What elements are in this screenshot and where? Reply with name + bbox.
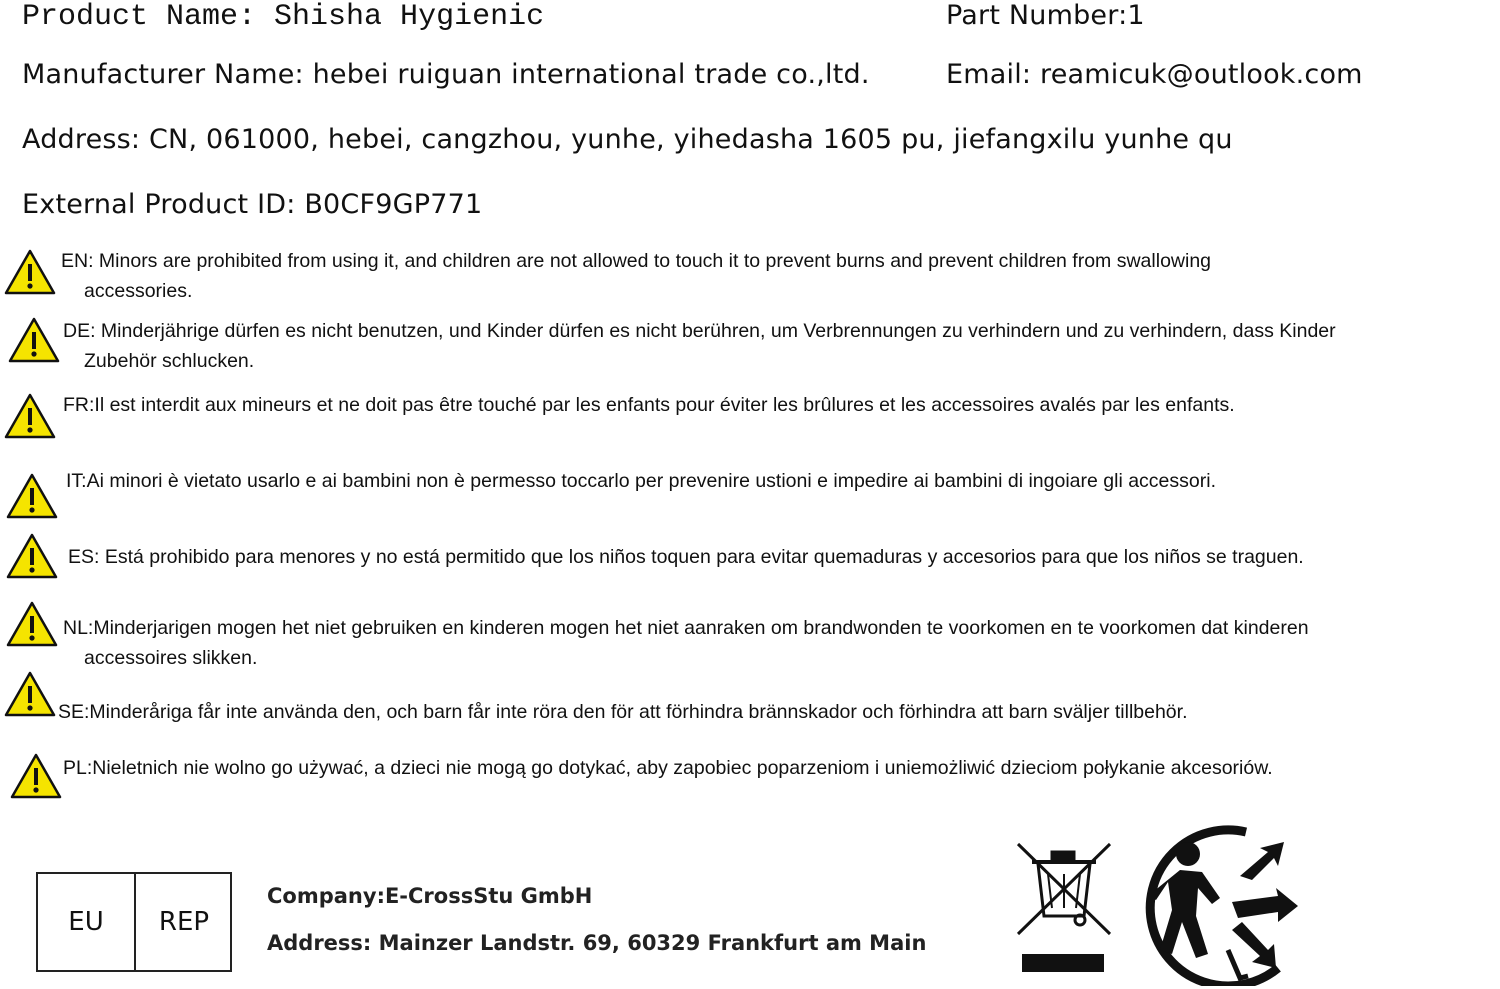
warning-text: NL:Minderjarigen mogen het niet gebruiken en kinderen mogen het niet aanraken om brandwonden te voorkomen en te voorkomen dat kinderen (63, 617, 1309, 639)
part-number: Part Number:1 (946, 0, 1145, 31)
warning-triangle-icon (4, 248, 56, 296)
warning-triangle-icon (6, 532, 58, 580)
eu-company: Company:E-CrossStu GmbH (267, 884, 593, 908)
product-name: Product Name: Shisha Hygienic (22, 0, 545, 34)
crossed-out-wheelie-bin-icon (1012, 840, 1116, 976)
rep-label: REP (158, 907, 210, 937)
eu-address: Address: Mainzer Landstr. 69, 60329 Frankfurt am Main (267, 931, 927, 955)
warning-text: FR:Il est interdit aux mineurs et ne doit pas être touché par les enfants pour éviter les brûlures et les accessoires avalés par les enfants. (63, 394, 1235, 416)
eu-label: EU (68, 907, 104, 937)
manufacturer-name: Manufacturer Name: hebei ruiguan international trade co.,ltd. (22, 59, 870, 90)
warning-triangle-icon (6, 472, 58, 520)
triman-recycling-icon (1128, 818, 1304, 986)
warning-triangle-icon (4, 392, 56, 440)
warning-text: SE:Minderåriga får inte använda den, och barn får inte röra den för att förhindra brännskador och förhindra att barn sväljer tillbehör. (58, 701, 1188, 723)
warning-triangle-icon (6, 600, 58, 648)
address: Address: CN, 061000, hebei, cangzhou, yunhe, yihedasha 1605 pu, jiefangxilu yunhe qu (22, 124, 1233, 155)
warning-text-continuation: accessories. (84, 280, 193, 302)
warning-text: DE: Minderjährige dürfen es nicht benutzen, und Kinder dürfen es nicht berühren, um Verbrennungen zu verhindern und zu verhindern, dass Kinder (63, 320, 1336, 342)
warning-triangle-icon (10, 752, 62, 800)
external-product-id: External Product ID: B0CF9GP771 (22, 189, 483, 220)
warning-triangle-icon (4, 670, 56, 718)
warning-text: PL:Nieletnich nie wolno go używać, a dzieci nie mogą go dotykać, aby zapobiec poparzeniom i uniemożliwić dzieciom połykanie akcesoriów. (63, 757, 1273, 779)
warning-text: ES: Está prohibido para menores y no está permitido que los niños toquen para evitar quemaduras y accesorios para que los niños se traguen. (68, 546, 1304, 568)
warning-text-continuation: Zubehör schlucken. (84, 350, 255, 372)
warning-text-continuation: accessoires slikken. (84, 647, 258, 669)
eu-rep-box (36, 872, 232, 972)
warning-text: EN: Minors are prohibited from using it, and children are not allowed to touch it to prevent burns and prevent children from swallowing (61, 250, 1212, 272)
warning-text: IT:Ai minori è vietato usarlo e ai bambini non è permesso toccarlo per prevenire ustioni e impedire ai bambini di ingoiare gli accessori. (66, 470, 1216, 492)
email: Email: reamicuk@outlook.com (946, 59, 1363, 90)
warning-triangle-icon (8, 316, 60, 364)
